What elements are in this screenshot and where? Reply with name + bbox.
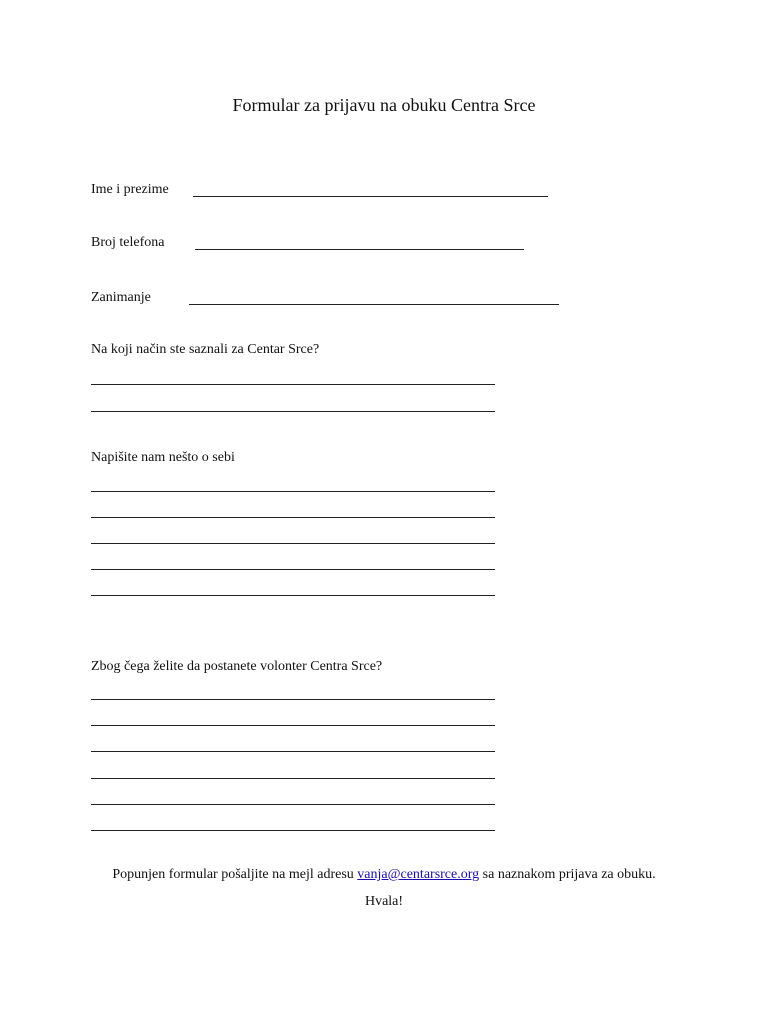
answer-line[interactable] (91, 725, 495, 726)
field-occupation-line[interactable] (189, 304, 559, 305)
thanks-text: Hvala! (364, 894, 404, 909)
question-about-you: Napišite nam nešto o sebi (91, 450, 235, 465)
field-label-phone: Broj telefona (91, 235, 165, 250)
email-link[interactable]: vanja@centarsrce.org (357, 867, 480, 882)
field-phone-line[interactable] (195, 249, 524, 250)
answer-line[interactable] (91, 830, 495, 831)
footer-text-before: Popunjen formular pošaljite na mejl adresu (112, 867, 358, 882)
field-label-occupation: Zanimanje (91, 290, 151, 305)
answer-line[interactable] (91, 778, 495, 779)
answer-line[interactable] (91, 804, 495, 805)
answer-line[interactable] (91, 569, 495, 570)
question-why-volunteer: Zbog čega želite da postanete volonter Centra Srce? (91, 659, 383, 674)
footer-text-after: sa naznakom prijava za obuku. (479, 867, 656, 882)
field-label-name: Ime i prezime (91, 182, 169, 197)
field-name-line[interactable] (193, 196, 548, 197)
answer-line[interactable] (91, 543, 495, 544)
answer-line[interactable] (91, 699, 495, 700)
page-title: Formular za prijavu na obuku Centra Srce (232, 95, 536, 115)
answer-line[interactable] (91, 491, 495, 492)
answer-line[interactable] (91, 595, 495, 596)
answer-line[interactable] (91, 517, 495, 518)
footer-instructions (0, 866, 768, 884)
answer-line[interactable] (91, 411, 495, 412)
answer-line[interactable] (91, 384, 495, 385)
answer-line[interactable] (91, 751, 495, 752)
question-how-heard: Na koji način ste saznali za Centar Srce? (91, 342, 320, 357)
